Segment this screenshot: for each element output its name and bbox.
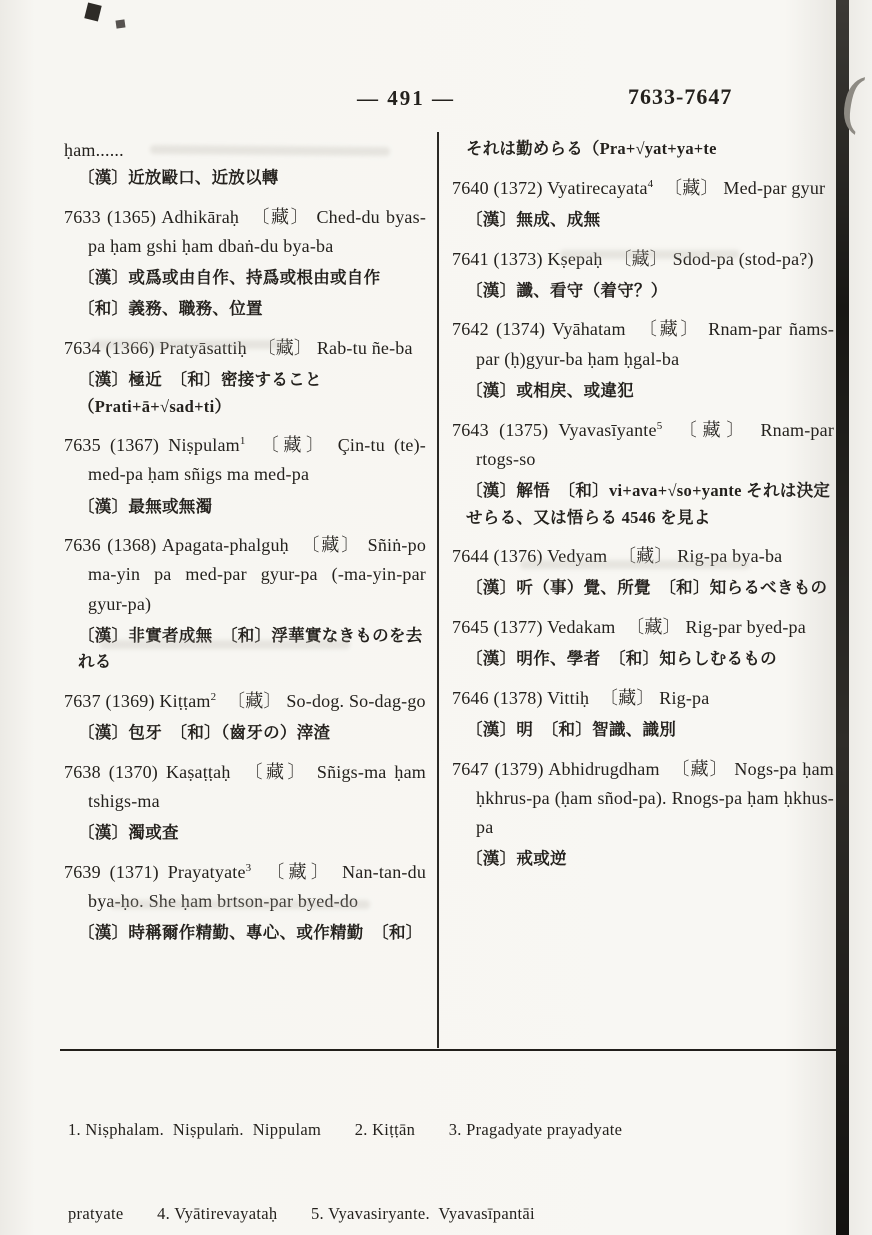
footnote-rule bbox=[60, 1049, 842, 1051]
entry-head bbox=[452, 416, 834, 474]
translation-line: 〔漢〕明作、學者 〔和〕知らしむるもの bbox=[466, 649, 777, 669]
translation-line: 〔漢〕非實者成無 〔和〕浮華實なきものを去れる bbox=[78, 625, 423, 672]
carryover-translation: それは勤めらる（Pra+√yat+ya+te bbox=[466, 139, 717, 158]
entry-variant-number: (1366) bbox=[105, 337, 155, 358]
dictionary-entry bbox=[64, 758, 426, 847]
entry-number: 7642 bbox=[452, 319, 489, 340]
tibetan-text: Rnam-par rtogs-so bbox=[476, 419, 835, 469]
entry-number: 7643 bbox=[452, 419, 489, 440]
entry-range-header: 7633-7647 bbox=[628, 84, 733, 109]
tibetan-tag: 〔藏〕 bbox=[671, 758, 729, 779]
tibetan-tag: 〔藏〕 bbox=[260, 435, 329, 456]
tibetan-tag: 〔藏〕 bbox=[626, 617, 681, 638]
tibetan-tag: 〔藏〕 bbox=[599, 688, 655, 708]
bleed-through-smudge bbox=[560, 250, 740, 259]
entry-headword: Apagata-phalguḥ bbox=[161, 535, 289, 556]
entry-number: 7636 bbox=[64, 535, 101, 556]
entry-headword: Niṣpulam bbox=[168, 435, 240, 456]
tibetan-text: Sdod-pa (stod-pa?) bbox=[672, 248, 814, 269]
translation-line: 〔漢〕解悟 〔和〕vi+ava+√so+yante それは決定せらる、又は悟らる 4546 を見よ bbox=[466, 480, 831, 527]
entry-number: 7640 bbox=[452, 177, 489, 198]
tibetan-text: Med-par gyur bbox=[723, 177, 826, 198]
entry-variant-number: (1368) bbox=[107, 535, 157, 556]
footnote-ref: 2 bbox=[210, 691, 217, 704]
tibetan-tag: 〔藏〕 bbox=[227, 691, 282, 712]
entry-translations bbox=[452, 378, 834, 405]
translation-line: 〔漢〕無成、成無 bbox=[466, 209, 601, 229]
entry-number: 7641 bbox=[452, 248, 489, 269]
entry-translations bbox=[64, 494, 426, 521]
entry-head bbox=[64, 431, 426, 489]
dictionary-entry bbox=[452, 542, 834, 602]
bleed-through-smudge bbox=[110, 900, 370, 909]
footnote-ref: 1 bbox=[239, 435, 246, 448]
entry-variant-number: (1372) bbox=[493, 177, 543, 198]
carryover-text: ḥam...... bbox=[64, 140, 124, 160]
ink-smudge bbox=[84, 3, 101, 22]
column-divider bbox=[437, 132, 439, 1048]
entry-headword: Vyāhatam bbox=[552, 319, 626, 340]
carryover-translation: 〔漢〕近放毆口、近放以轉 bbox=[78, 168, 279, 188]
page-curl-mark: ( bbox=[833, 64, 872, 142]
page-number: — 491 — bbox=[357, 86, 455, 110]
dictionary-entry bbox=[452, 416, 834, 532]
tibetan-text: Rig-par byed-pa bbox=[685, 617, 806, 638]
entry-number: 7637 bbox=[64, 691, 101, 712]
dictionary-entry bbox=[64, 203, 426, 323]
tibetan-tag: 〔藏〕 bbox=[664, 177, 719, 198]
bleed-through-smudge bbox=[90, 340, 290, 349]
entry-variant-number: (1365) bbox=[106, 206, 157, 227]
entry-headword: Adhikāraḥ bbox=[161, 206, 240, 227]
entry-number: 7638 bbox=[64, 762, 101, 783]
translation-line: 〔漢〕時稱爾作精勤、專心、或作精勤 〔和〕 bbox=[78, 923, 423, 943]
entry-head bbox=[64, 531, 426, 618]
translation-line: 〔和〕義務、職務、位置 bbox=[78, 298, 263, 318]
tibetan-text: Çin-tu (te)-med-pa ḥam sñigs ma med-pa bbox=[88, 435, 426, 485]
entry-head bbox=[64, 758, 426, 816]
tibetan-text: Rig-pa bya-ba bbox=[677, 546, 783, 567]
entry-translations bbox=[64, 367, 426, 420]
dictionary-entry bbox=[64, 431, 426, 520]
entry-translations bbox=[64, 623, 426, 676]
footnote-line: 1. Niṣphalam. Niṣpulaṁ. Nippulam 2. Kiṭṭān 3. Pragadyate prayadyate bbox=[68, 1120, 623, 1140]
entry-number: 7635 bbox=[64, 435, 101, 456]
tibetan-tag: 〔藏〕 bbox=[266, 862, 334, 883]
tibetan-tag: 〔藏〕 bbox=[613, 248, 668, 269]
entry-head bbox=[452, 684, 834, 713]
tibetan-tag: 〔藏〕 bbox=[257, 337, 313, 358]
entry-translations bbox=[452, 717, 834, 744]
entry-headword: Vedyam bbox=[547, 546, 608, 567]
translation-line: 〔漢〕明 〔和〕智識、識別 bbox=[466, 720, 677, 740]
entry-variant-number: (1367) bbox=[109, 435, 160, 456]
entry-translations bbox=[452, 846, 834, 873]
entry-variant-number: (1376) bbox=[493, 546, 543, 567]
bleed-through-smudge bbox=[100, 640, 350, 649]
entry-headword: Vedakam bbox=[547, 617, 616, 638]
right-entry-list bbox=[452, 174, 834, 873]
entry-variant-number: (1379) bbox=[494, 758, 544, 779]
translation-line: 〔漢〕最無或無濁 bbox=[78, 496, 213, 516]
entry-headword: Prayatyate bbox=[167, 862, 246, 883]
entry-translations bbox=[64, 720, 426, 747]
translation-line: 〔漢〕包牙 〔和〕（齒牙の）滓渣 bbox=[78, 723, 331, 743]
entry-headword: Abhidrugdham bbox=[548, 758, 660, 779]
dictionary-entry bbox=[64, 531, 426, 676]
dictionary-entry bbox=[64, 687, 426, 747]
entry-translations bbox=[452, 575, 834, 602]
ink-smudge bbox=[115, 19, 125, 28]
entry-number: 7645 bbox=[452, 617, 489, 638]
entry-head bbox=[452, 613, 834, 642]
entry-variant-number: (1373) bbox=[493, 248, 543, 269]
entry-number: 7633 bbox=[64, 206, 101, 227]
left-entry-list bbox=[64, 203, 426, 947]
left-column bbox=[64, 136, 426, 947]
entry-headword: Kaṣaṭṭaḥ bbox=[165, 762, 231, 783]
entry-translations bbox=[64, 265, 426, 322]
entry-headword: Vyatirecayata bbox=[547, 177, 648, 198]
dictionary-entry bbox=[452, 755, 834, 873]
footnote-ref: 5 bbox=[656, 419, 663, 432]
tibetan-tag: 〔藏〕 bbox=[244, 762, 309, 783]
tibetan-text: Ched-du byas-pa ḥam gshi ḥam dbaṅ-du bya-ba bbox=[88, 206, 427, 257]
footnote-line: pratyate 4. Vyātirevayataḥ 5. Vyavasiryante. Vyavasīpantāi bbox=[68, 1204, 535, 1224]
entry-variant-number: (1371) bbox=[109, 862, 159, 883]
entry-translations bbox=[452, 478, 834, 531]
entry-variant-number: (1369) bbox=[105, 691, 155, 712]
footnotes bbox=[68, 1060, 832, 1235]
entry-translations bbox=[64, 920, 426, 947]
entry-number: 7646 bbox=[452, 688, 489, 708]
tibetan-text: Rab-tu ñe-ba bbox=[316, 337, 413, 358]
tibetan-text: Rnam-par ñams-par (ḥ)gyur-ba ḥam ḥgal-ba bbox=[476, 319, 835, 369]
translation-line: 〔漢〕濁或査 bbox=[78, 823, 179, 843]
tibetan-tag: 〔藏〕 bbox=[678, 419, 751, 440]
dictionary-entry bbox=[452, 315, 834, 404]
entry-number: 7634 bbox=[64, 337, 101, 358]
entry-number: 7639 bbox=[64, 862, 101, 883]
translation-line: 〔漢〕戒或逆 bbox=[466, 849, 567, 869]
tibetan-text: Rig-pa bbox=[659, 688, 710, 708]
entry-head bbox=[64, 203, 426, 261]
entry-head bbox=[64, 687, 426, 716]
dictionary-entry bbox=[452, 613, 834, 673]
translation-line: 〔漢〕或爲或由自作、持爲或根由或自作 bbox=[78, 268, 381, 288]
dictionary-entry bbox=[452, 174, 834, 234]
tibetan-tag: 〔藏〕 bbox=[617, 546, 673, 567]
entry-translations bbox=[452, 278, 834, 305]
entry-head bbox=[452, 755, 834, 842]
entry-headword: Kiṭṭam bbox=[159, 691, 211, 712]
entry-variant-number: (1378) bbox=[493, 688, 543, 708]
entry-translations bbox=[452, 646, 834, 673]
scan-edge-bar bbox=[836, 0, 849, 1235]
translation-line: 〔漢〕听（事）覺、所覺 〔和〕知らるべきもの bbox=[466, 578, 828, 598]
tibetan-text: So-dog. So-dag-go bbox=[286, 691, 426, 712]
entry-variant-number: (1370) bbox=[108, 762, 158, 783]
entry-variant-number: (1374) bbox=[496, 319, 546, 340]
footnote-ref: 4 bbox=[647, 177, 654, 190]
bleed-through-smudge bbox=[520, 560, 750, 569]
tibetan-tag: 〔藏〕 bbox=[638, 319, 702, 340]
translation-line: 〔漢〕讖、看守（着守？） bbox=[466, 280, 668, 300]
entry-translations bbox=[64, 820, 426, 847]
entry-number: 7647 bbox=[452, 758, 489, 779]
tibetan-tag: 〔藏〕 bbox=[301, 535, 362, 556]
entry-head bbox=[452, 174, 834, 203]
tibetan-text: Sñigs-ma ḥam tshigs-ma bbox=[88, 762, 427, 812]
entry-translations bbox=[452, 207, 834, 234]
right-column bbox=[452, 136, 834, 873]
entry-number: 7644 bbox=[452, 546, 489, 567]
entry-variant-number: (1375) bbox=[499, 419, 549, 440]
entry-headword: Vyavasīyante bbox=[558, 419, 657, 440]
dictionary-entry bbox=[452, 684, 834, 744]
entry-head bbox=[452, 315, 834, 373]
footnote-ref: 3 bbox=[245, 862, 252, 875]
tibetan-text: Sñiṅ-po ma-yin pa med-par gyur-pa (-ma-yin-par gyur-pa) bbox=[88, 535, 427, 614]
entry-headword: Pratyāsattiḥ bbox=[159, 337, 247, 358]
tibetan-text: Nan-tan-du bya-ḥo. She ḥam brtson-par byed-do bbox=[88, 862, 427, 912]
entry-headword: Kṣepaḥ bbox=[547, 248, 603, 269]
tibetan-text: Nogs-pa ḥam ḥkhrus-pa (ḥam sñod-pa). Rnogs-pa ḥam ḥkhus-pa bbox=[476, 758, 834, 838]
translation-line: 〔漢〕或相戻、或違犯 bbox=[466, 380, 634, 400]
entry-variant-number: (1377) bbox=[493, 617, 543, 638]
tibetan-tag: 〔藏〕 bbox=[251, 206, 311, 227]
entry-head bbox=[452, 245, 834, 274]
entry-headword: Vittiḥ bbox=[547, 688, 590, 708]
translation-line: 〔漢〕極近 〔和〕密接すること（Prati+ā+√sad+ti） bbox=[78, 369, 322, 416]
